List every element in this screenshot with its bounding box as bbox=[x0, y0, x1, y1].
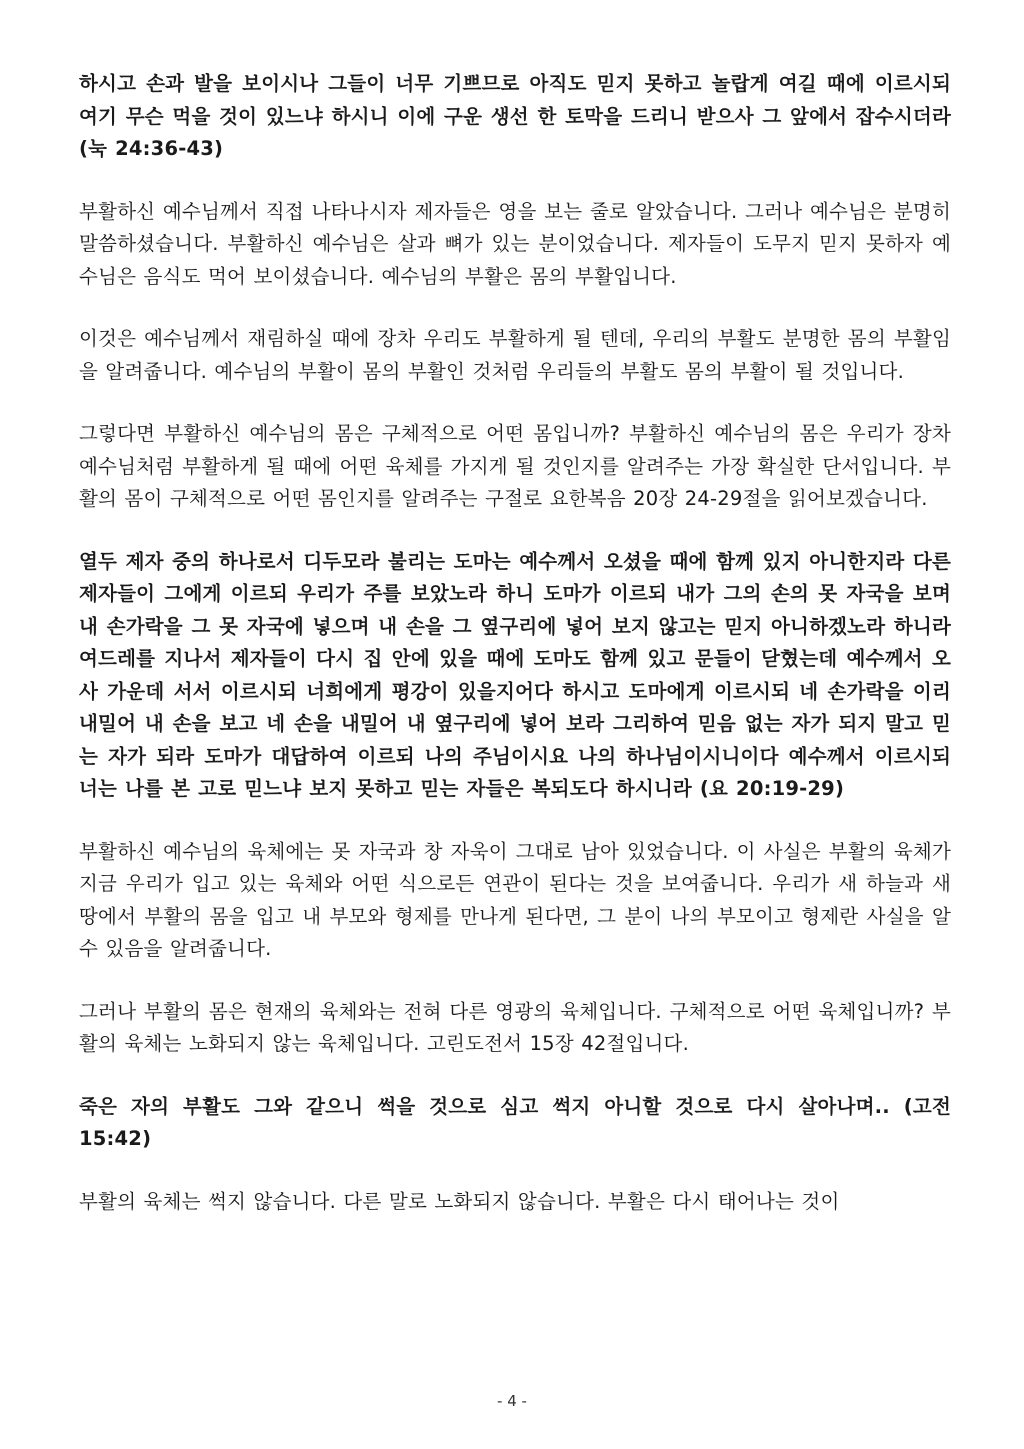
body-paragraph-6: 부활의 육체는 썩지 않습니다. 다른 말로 노화되지 않습니다. 부활은 다시 태어나는 것이 bbox=[79, 1189, 840, 1213]
body-paragraph-2: 이것은 예수님께서 재림하실 때에 장차 우리도 부활하게 될 텐데, 우리의 부활도 분명한 몸의 부활임을 알려줍니다. 예수님의 부활이 몸의 부활인 것처럼 우리들의 부활도 몸의 부활이 될 것입니다. bbox=[79, 327, 951, 383]
scripture-quote-luke: 하시고 손과 발을 보이시나 그들이 너무 기쁘므로 아직도 믿지 못하고 놀랍게 여길 때에 이르시되 여기 무슨 먹을 것이 있느냐 하시니 이에 구운 생선 한 토막을 드리니 받으사 그 앞에서 잡수시더라 (눅 24:36-43) bbox=[79, 72, 951, 160]
body-paragraph-1: 부활하신 예수님께서 직접 나타나시자 제자들은 영을 보는 줄로 알았습니다. 그러나 예수님은 분명히 말씀하셨습니다. 부활하신 예수님은 살과 뼈가 있는 분이었습니다. 제자들이 도무지 믿지 못하자 예수님은 음식도 먹어 보이셨습니다. 예수님의 부활은 몸의 부활입니다. bbox=[79, 199, 951, 288]
body-paragraph-3: 그렇다면 부활하신 예수님의 몸은 구체적으로 어떤 몸입니까? 부활하신 예수님의 몸은 우리가 장차 예수님처럼 부활하게 될 때에 어떤 육체를 가지게 될 것인지를 알려주는 가장 확실한 단서입니다. 부활의 몸이 구체적으로 어떤 몸인지를 알려주는 구절로 요한복음 20장 24-29절을 읽어보겠습니다. bbox=[79, 422, 951, 510]
scripture-quote-corinthians: 죽은 자의 부활도 그와 같으니 썩을 것으로 심고 썩지 아니할 것으로 다시 살아나며.. (고전 15:42) bbox=[79, 1094, 951, 1150]
scripture-quote-john: 열두 제자 중의 하나로서 디두모라 불리는 도마는 예수께서 오셨을 때에 함께 있지 아니한지라 다른 제자들이 그에게 이르되 우리가 주를 보았노라 하니 도마가 이르되 내가 그의 손의 못 자국을 보며 내 손가락을 그 못 자국에 넣으며 내 손을 그 옆구리에 넣어 보지 않고는 믿지 아니하겠노라 하니라 여드레를 지나서 제자들이 다시 집 안에 있을 때에 도마도 함께 있고 문들이 닫혔는데 예수께서 오사 가운데 서서 이르시되 너희에게 평강이 있을지어다 하시고 도마에게 이르시되 네 손가락을 이리 내밀어 내 손을 보고 네 손을 내밀어 내 옆구리에 넣어 보라 그리하여 믿음 없는 자가 되지 말고 믿는 자가 되라 도마가 대답하여 이르되 나의 주님이시요 나의 하나님이시니이다 예수께서 이르시되 너는 나를 본 고로 믿느냐 보지 못하고 믿는 자들은 복되도다 하시니라 (요 20:19-29) bbox=[79, 549, 951, 800]
document-body bbox=[79, 68, 951, 1248]
page-number: - 4 - bbox=[497, 1392, 527, 1410]
body-paragraph-5: 그러나 부활의 몸은 현재의 육체와는 전혀 다른 영광의 육체입니다. 구체적으로 어떤 육체입니까? 부활의 육체는 노화되지 않는 육체입니다. 고린도전서 15장 42절입니다. bbox=[79, 999, 951, 1055]
body-paragraph-4: 부활하신 예수님의 육체에는 못 자국과 창 자욱이 그대로 남아 있었습니다. 이 사실은 부활의 육체가 지금 우리가 입고 있는 육체와 어떤 식으로든 연관이 된다는 것을 보여줍니다. 우리가 새 하늘과 새 땅에서 부활의 몸을 입고 내 부모와 형제를 만나게 된다면, 그 분이 나의 부모이고 형제란 사실을 알 수 있음을 알려줍니다. bbox=[79, 839, 951, 960]
